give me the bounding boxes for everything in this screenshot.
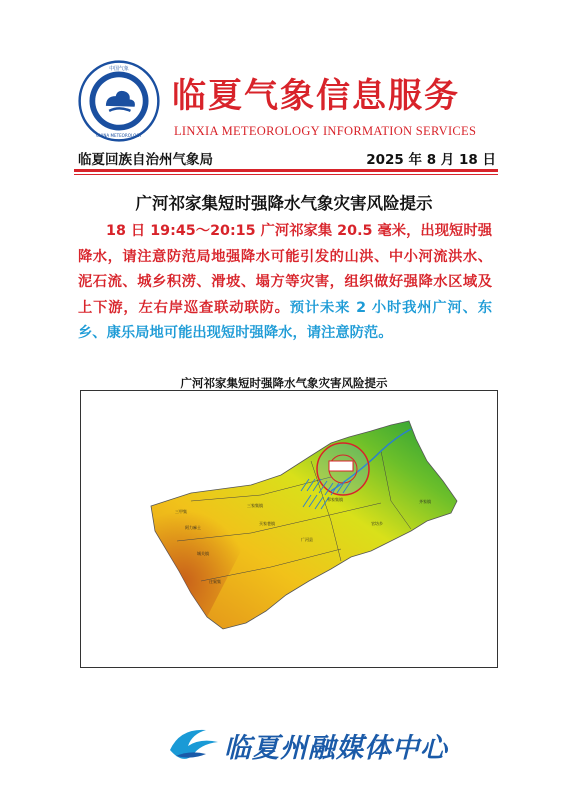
- map-region-label: 买家巷镇: [259, 521, 275, 526]
- header: [0, 0, 568, 175]
- map-region-label: 广河县: [301, 537, 313, 542]
- map-region-label: 齐家镇: [419, 499, 431, 504]
- china-meteorology-logo-icon: [78, 60, 160, 142]
- notice-title: 广河祁家集短时强降水气象灾害风险提示: [135, 194, 433, 213]
- map-caption: 广河祁家集短时强降水气象灾害风险提示: [180, 376, 388, 390]
- media-center-logo-icon: [166, 720, 226, 768]
- page-title: 临夏气象信息服务: [172, 76, 460, 116]
- terrain-map-graphic: [81, 391, 497, 667]
- notice-body-warning: 18 日 19:45～20:15 广河祁家集 20.5 毫米，出现短时强降水，请注意防范局地强降水可能引发的山洪、中小河流洪水、泥石流、城乡积涝、滑坡、塌方等灾害，组织做好强降水区域及上下游，左右岸巡查联动联防。: [78, 223, 492, 316]
- station-marker: [329, 461, 353, 471]
- map-region-label: 祁家集镇: [327, 497, 343, 502]
- organization-name: 临夏回族自治州气象局: [78, 152, 213, 168]
- svg-text:CHINA METEOROLOGY: CHINA METEOROLOGY: [96, 133, 142, 139]
- map-region-label: 城关镇: [197, 551, 209, 556]
- notice-body: [78, 219, 492, 347]
- notice-body-forecast: 预计未来 2 小时我州广河、东乡、康乐局地可能出现短时强降水，请注意防范。: [78, 299, 493, 342]
- map-region-label: 阿力麻土: [185, 525, 201, 530]
- map-region-label: 官坊乡: [371, 521, 383, 526]
- svg-text:中国气象: 中国气象: [109, 65, 129, 72]
- map-region-label: 三家集镇: [247, 503, 263, 508]
- header-divider: [74, 169, 498, 172]
- header-divider-thin: [74, 174, 498, 175]
- issue-date: 2025 年 8 月 18 日: [366, 152, 496, 168]
- media-center-brand: 临夏州融媒体中心: [224, 733, 448, 764]
- page-subtitle: LINXIA METEOROLOGY INFORMATION SERVICES: [174, 124, 477, 138]
- terrain-map: [80, 390, 498, 668]
- map-region-label: 三甲集: [175, 509, 187, 514]
- map-region-label: 庄窠集: [209, 579, 221, 584]
